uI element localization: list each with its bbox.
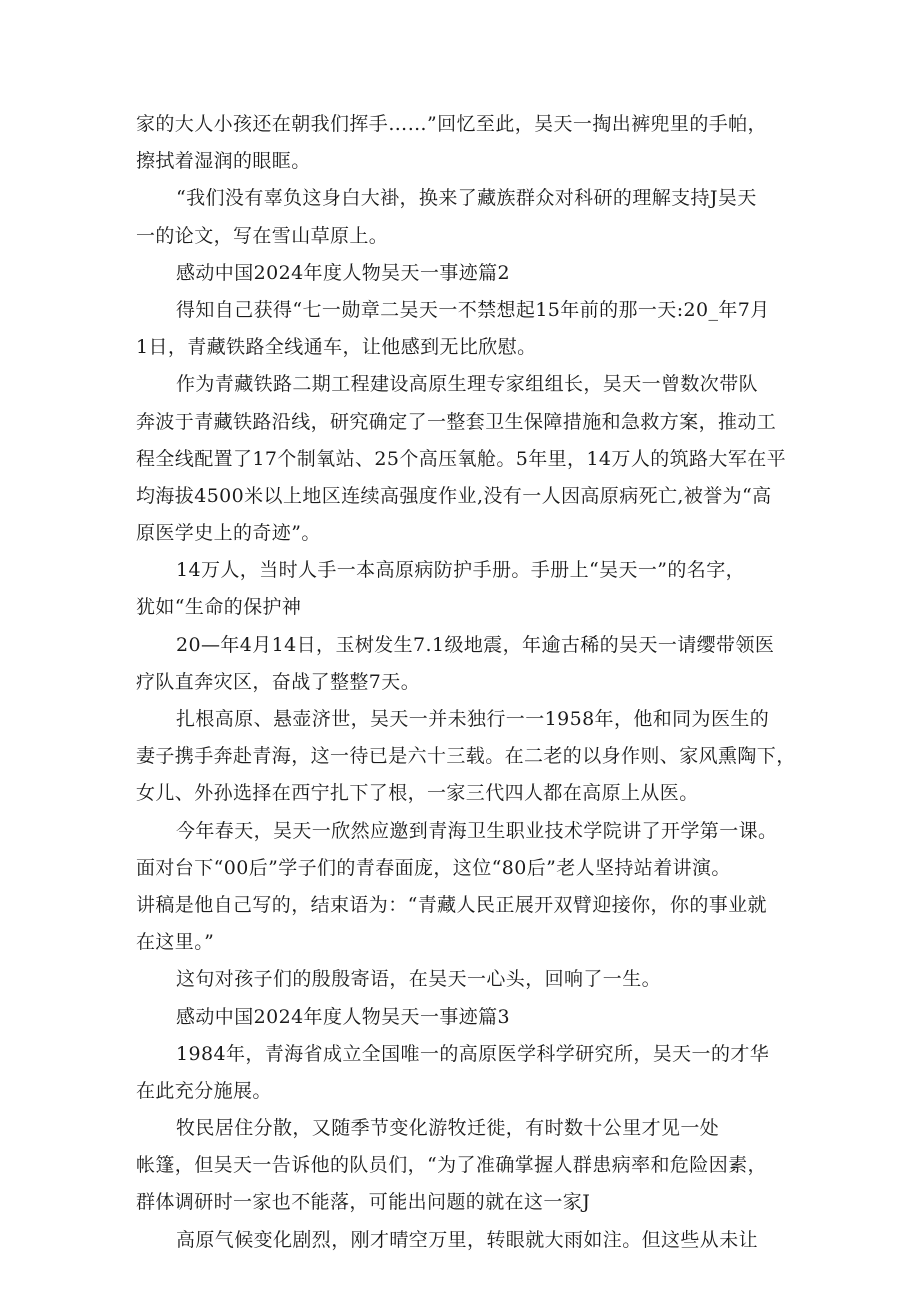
text-line: 均海拔4500米以上地区连续高强度作业,没有一人因高原病死亡,被誉为“高 [136, 484, 772, 507]
text-line: 犹如“生命的保护神 [136, 596, 302, 619]
text-line: 原医学史上的奇迹”。 [136, 522, 321, 545]
text-line: 擦拭着湿润的眼眶。 [136, 150, 311, 173]
paragraph-start-line: 牧民居住分散，又随季节变化游牧迁徙，有时数十公里才见一处 [176, 1117, 720, 1140]
paragraph-start-line: 20—年4月14日，玉树发生7.1级地震，年逾古稀的吴天一请缨带领医 [176, 633, 775, 656]
text-line: 女儿、外孙选择在西宁扎下了根，一家三代四人都在高原上从医。 [136, 782, 699, 805]
text-line: 帐篷，但吴天一告诉他的队员们，“为了准确掌握人群患病率和危险因素， [136, 1154, 767, 1177]
text-line: 一的论文，写在雪山草原上。 [136, 224, 389, 247]
paragraph-start-line: 扎根高原、悬壶济世，吴天一并未独行一一1958年，他和同为医生的 [176, 708, 770, 730]
article-body [136, 106, 796, 1259]
paragraph-start-line: “我们没有辜负这身白大褂，换来了藏族群众对科研的理解支持J吴天 [176, 187, 757, 210]
text-line: 1日，青藏铁路全线通车，让他感到无比欣慰。 [136, 336, 537, 359]
section-heading: 感动中国2024年度人物吴天一事迹篇3 [176, 1005, 511, 1028]
text-line: 面对台下“00后”学子们的青春面庞，这位“80后”老人坚持站着讲演。 [136, 856, 731, 879]
paragraph-start-line: 这句对孩子们的殷殷寄语，在吴天一心头，回响了一生。 [176, 968, 662, 991]
paragraph-start-line: 得知自己获得“七一勋章二吴天一不禁想起15年前的那一天:20_年7月 [176, 298, 770, 321]
text-line: 程全线配置了17个制氧站、25个高压氧舱。5年里，14万人的筑路大军在平 [136, 447, 787, 470]
section-heading: 感动中国2024年度人物吴天一事迹篇2 [176, 261, 511, 284]
text-line: 群体调研时一家也不能落，可能出问题的就在这一家J [136, 1191, 591, 1214]
paragraph-start-line: 1984年，青海省成立全国唯一的高原医学科学研究所，吴天一的才华 [176, 1042, 770, 1065]
text-line: 在这里。” [136, 931, 215, 954]
paragraph-start-line: 14万人，当时人手一本高原病防护手册。手册上“吴天一”的名字， [176, 559, 746, 582]
paragraph-start-line: 作为青藏铁路二期工程建设高原生理专家组组长，吴天一曾数次带队 [176, 373, 759, 396]
text-line: 奔波于青藏铁路沿线，研究确定了一整套卫生保障措施和急救方案，推动工 [136, 410, 777, 433]
text-line: 妻子携手奔赴青海，这一待已是六十三载。在二老的以身作则、家风熏陶下， [136, 745, 796, 768]
text-line: 家的大人小孩还在朝我们挥手……”回忆至此，吴天一掏出裤兜里的手帕， [136, 113, 767, 135]
text-line: 讲稿是他自己写的，结束语为：“青藏人民正展开双臂迎接你，你的事业就 [136, 893, 767, 916]
text-line: 疗队直奔灾区，奋战了整整7天。 [136, 670, 421, 693]
text-line: 在此充分施展。 [136, 1079, 272, 1102]
paragraph-start-line: 今年春天，吴天一欣然应邀到青海卫生职业技术学院讲了开学第一课。 [176, 819, 778, 842]
paragraph-start-line: 高原气候变化剧烈，刚才晴空万里，转眼就大雨如注。但这些从未让 [176, 1228, 759, 1251]
